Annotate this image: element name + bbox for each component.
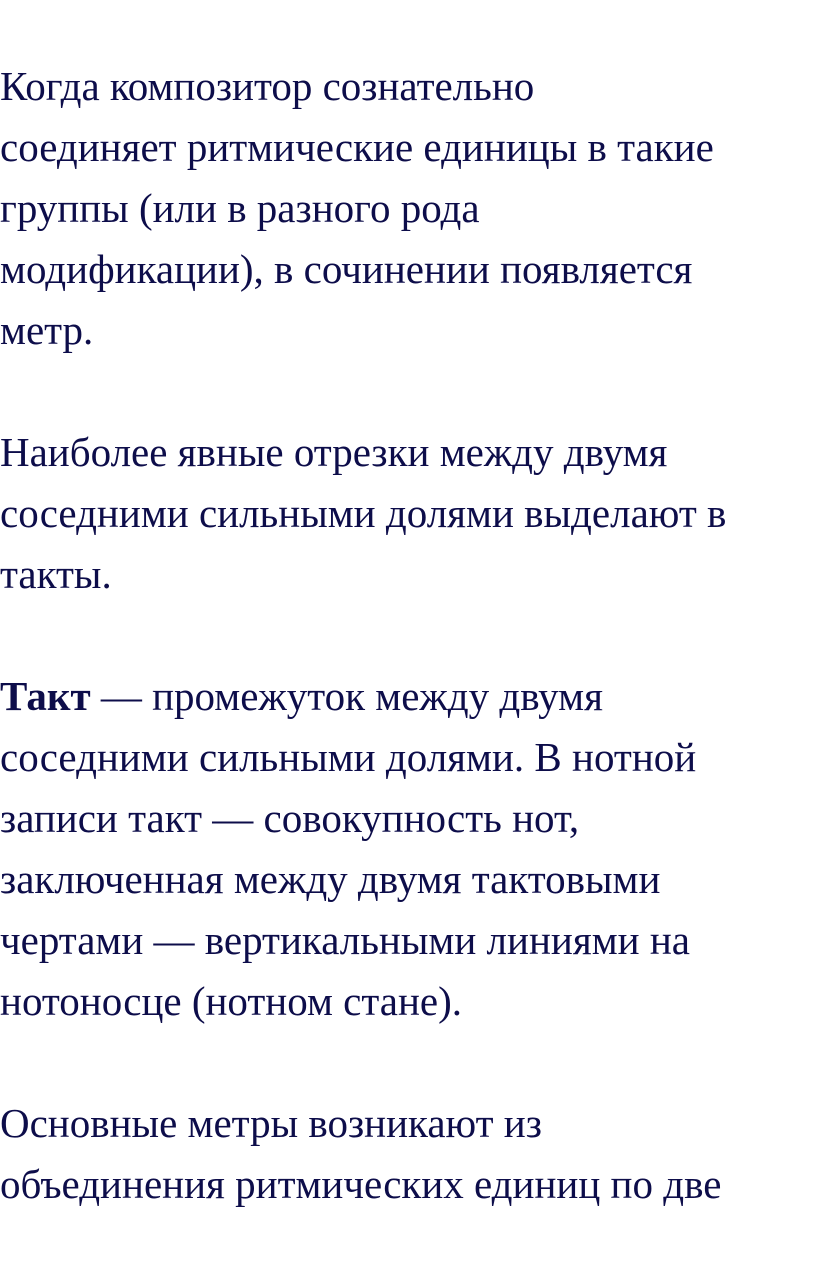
text-line: записи такт — совокупность нот, <box>0 795 580 841</box>
paragraph-definition-takt <box>0 666 816 1032</box>
paragraph-measures <box>0 422 816 605</box>
text-line: соседними сильными долями выделают в <box>0 490 727 536</box>
text-line: нотоносце (нотном стане). <box>0 978 463 1024</box>
text-line: заключенная между двумя тактовыми <box>0 856 661 902</box>
text-line: модификации), в сочинении появляется <box>0 246 693 292</box>
text-line: такты. <box>0 551 112 597</box>
text-line: Наиболее явные отрезки между двумя <box>0 429 668 475</box>
definition-first-line <box>0 666 816 727</box>
text-line: Когда композитор сознательно <box>0 63 535 109</box>
paragraph-basic-meters <box>0 1093 816 1215</box>
document-page <box>0 56 816 1276</box>
text-line: группы (или в разного рода <box>0 185 480 231</box>
paragraph-composer-meter <box>0 56 816 361</box>
text-line: метр. <box>0 307 94 353</box>
text-line: Основные метры возникают из <box>0 1100 542 1146</box>
text-line: чертами — вертикальными линиями на <box>0 917 690 963</box>
definition-text: — промежуток между двумя <box>90 673 603 719</box>
text-line: объединения ритмических единиц по две <box>0 1161 722 1207</box>
defined-term: Такт <box>0 673 91 719</box>
text-line: соседними сильными долями. В нотной <box>0 734 697 780</box>
text-line: соединяет ритмические единицы в такие <box>0 124 714 170</box>
